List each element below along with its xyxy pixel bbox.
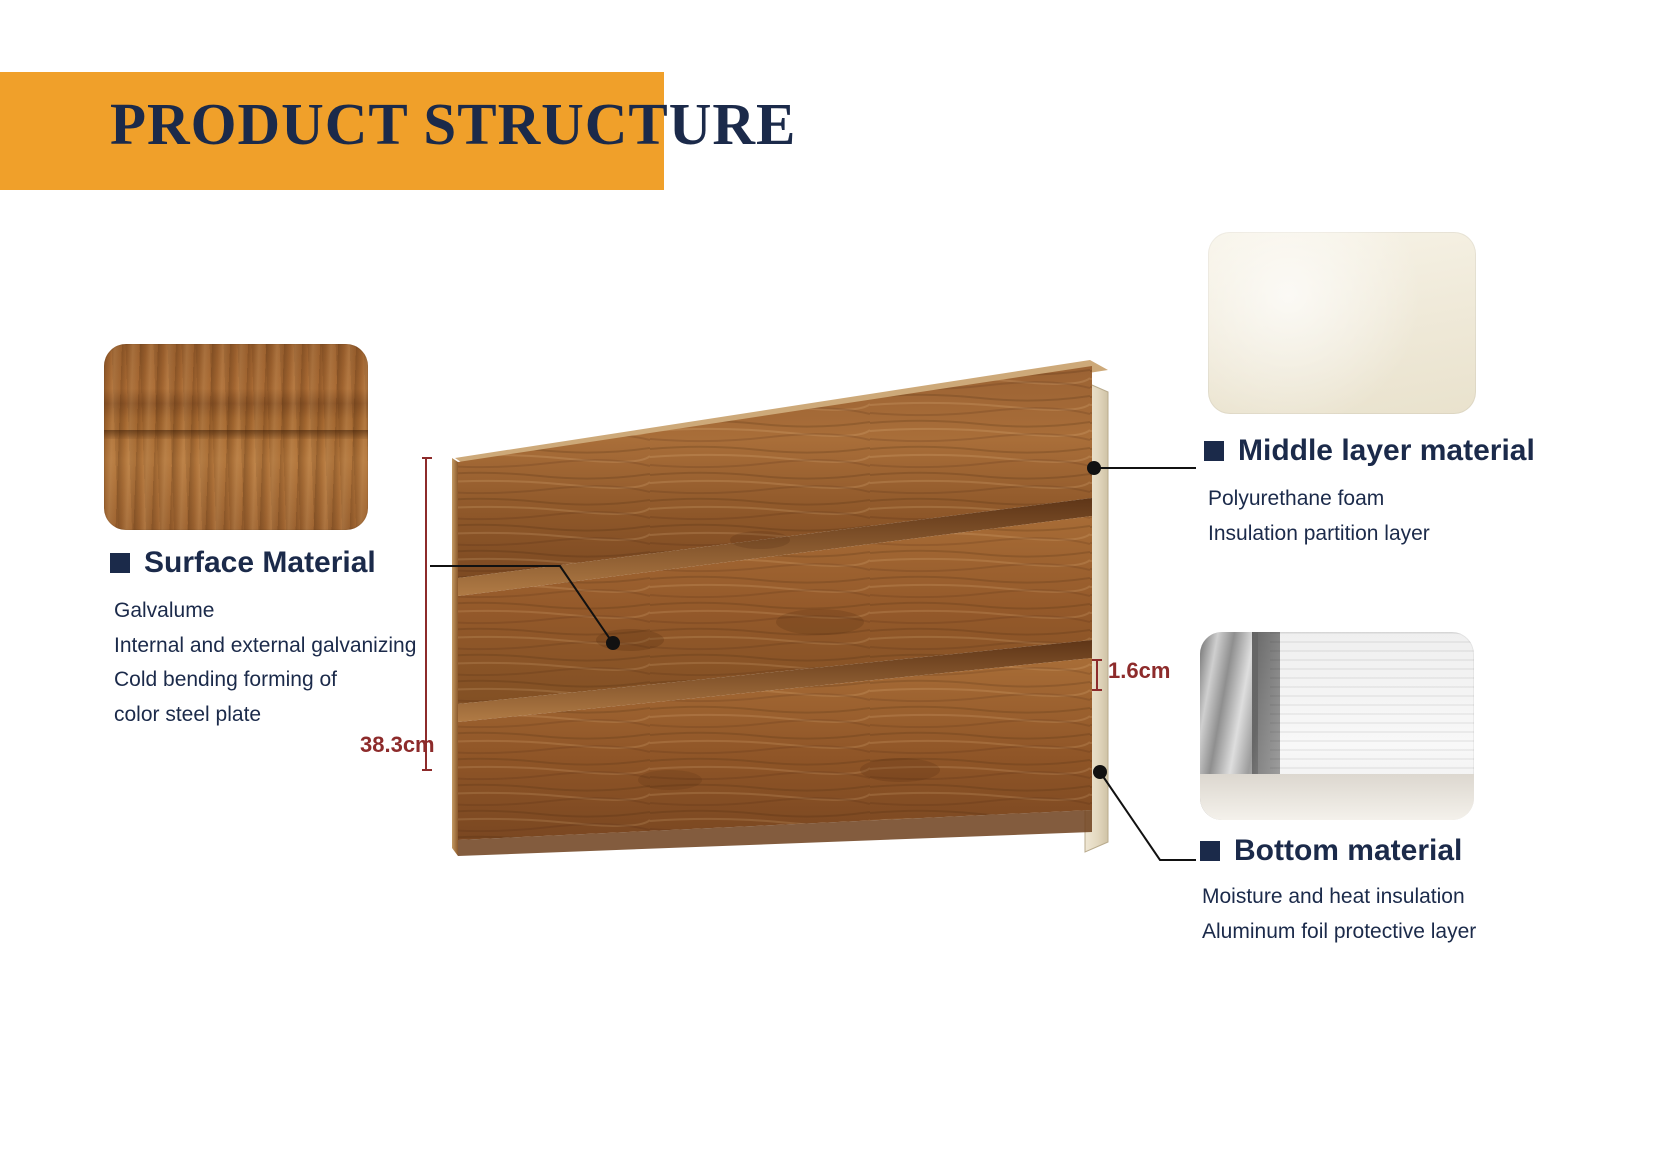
- callout-middle-line-1: Polyurethane foam: [1208, 487, 1385, 510]
- callout-surface-line-1: Galvalume: [114, 599, 215, 622]
- callout-middle-line-2: Insulation partition layer: [1208, 521, 1430, 545]
- callout-middle-title: Middle layer material: [1238, 434, 1535, 467]
- square-bullet-icon: [110, 553, 130, 573]
- foam-base: [1200, 774, 1474, 820]
- square-bullet-icon: [1204, 441, 1224, 461]
- callout-bottom-title: Bottom material: [1234, 834, 1463, 867]
- aluminum-foil-swatch: [1200, 632, 1474, 820]
- callout-bottom-lines: [1202, 880, 1476, 949]
- callout-bottom-line-2: Aluminum foil protective layer: [1202, 919, 1477, 943]
- page-title: PRODUCT STRUCTURE: [110, 91, 797, 157]
- callout-surface-title-row: [110, 546, 416, 580]
- callout-surface-title: Surface Material: [144, 546, 376, 579]
- callout-surface-lines: [114, 594, 416, 733]
- callout-bottom-material: [1200, 834, 1476, 949]
- wood-grain-surface-swatch: [104, 344, 368, 530]
- callout-middle-title-row: [1204, 434, 1535, 468]
- callout-bottom-line-1: Moisture and heat insulation: [1202, 885, 1465, 908]
- callout-middle-lines: [1208, 482, 1535, 551]
- product-panel-illustration: [430, 340, 1150, 880]
- callout-surface-line-2: Internal and external galvanizing: [114, 633, 417, 657]
- callout-surface-line-3: Cold bending forming of: [114, 668, 337, 692]
- callout-surface-material: [110, 546, 416, 733]
- callout-bottom-title-row: [1200, 834, 1476, 868]
- callout-middle-layer: [1204, 434, 1535, 551]
- dimension-height: 38.3cm: [360, 732, 435, 757]
- dimension-thickness: 1.6cm: [1108, 658, 1171, 683]
- panel-svg: [430, 340, 1150, 880]
- square-bullet-icon: [1200, 841, 1220, 861]
- callout-surface-line-4: color steel plate: [114, 702, 262, 726]
- polyurethane-foam-swatch: [1208, 232, 1476, 414]
